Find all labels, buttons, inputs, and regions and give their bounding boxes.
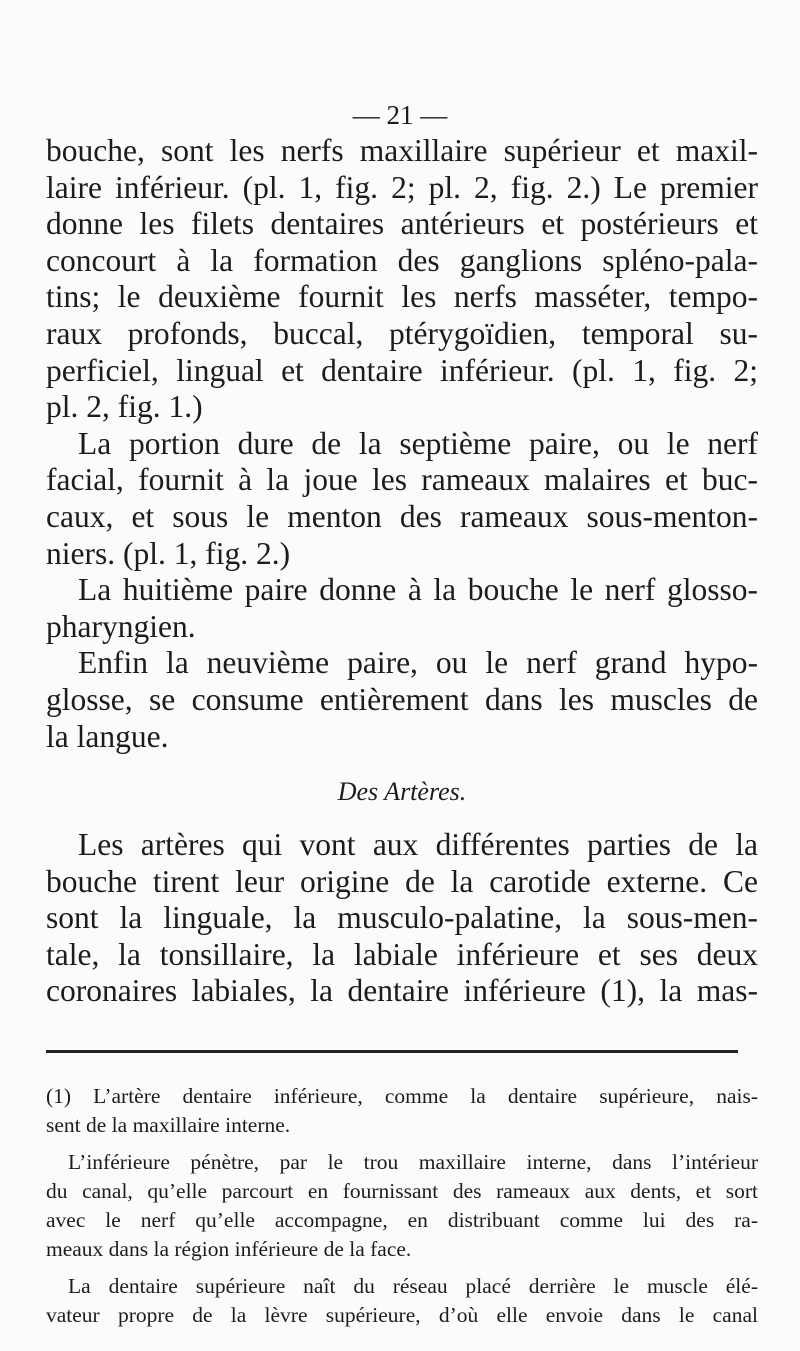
text-line: laire inférieur. (pl. 1, fig. 2; pl. 2, fig. 2.) Le premier <box>46 169 758 205</box>
text-line: pharyngien. <box>46 608 196 644</box>
footnote-line: avec le nerf qu’elle accompagne, en distribuant comme lui des ra- <box>46 1208 758 1232</box>
text-line: concourt à la formation des ganglions spléno-pala- <box>46 242 758 278</box>
footnote-line: sent de la maxillaire interne. <box>46 1113 291 1137</box>
footnote-line: La dentaire supérieure naît du réseau placé derrière le muscle élé- <box>68 1274 758 1298</box>
text-line: perficiel, lingual et dentaire inférieur. (pl. 1, fig. 2; <box>46 352 758 388</box>
text-line: tale, la tonsillaire, la labiale inférieure et ses deux <box>46 936 758 972</box>
section-heading: Des Artères. <box>337 777 467 807</box>
text-line: Les artères qui vont aux différentes parties de la <box>78 827 758 863</box>
main-text <box>46 133 758 1010</box>
text-line: coronaires labiales, la dentaire inférieure (1), la mas- <box>46 973 758 1009</box>
footnote-line: meaux dans la région inférieure de la face. <box>46 1237 412 1261</box>
footnote-divider <box>46 1050 738 1053</box>
text-line: La huitième paire donne à la bouche le nerf glosso- <box>78 572 758 608</box>
footnote-line: du canal, qu’elle parcourt en fournissant des rameaux aux dents, et sort <box>46 1179 758 1203</box>
text-line: Enfin la neuvième paire, ou le nerf grand hypo- <box>78 645 758 681</box>
page-number: — 21 — <box>352 100 448 130</box>
text-line: caux, et sous le menton des rameaux sous-menton- <box>46 498 758 534</box>
text-line: glosse, se consume entièrement dans les muscles de <box>46 681 758 717</box>
text-line: la langue. <box>46 718 169 754</box>
text-line: pl. 2, fig. 1.) <box>46 389 203 425</box>
text-line: niers. (pl. 1, fig. 2.) <box>46 535 291 571</box>
footnote-line: L’inférieure pénètre, par le trou maxillaire interne, dans l’intérieur <box>68 1150 758 1174</box>
text-line: bouche, sont les nerfs maxillaire supérieur et maxil- <box>46 133 758 168</box>
text-line: tins; le deuxième fournit les nerfs masséter, tempo- <box>46 279 758 315</box>
footnotes <box>46 1082 758 1330</box>
text-line: bouche tirent leur origine de la carotide externe. Ce <box>46 863 758 899</box>
text-line: La portion dure de la septième paire, ou le nerf <box>78 425 758 461</box>
text-line: donne les filets dentaires antérieurs et postérieurs et <box>46 206 758 242</box>
footnote-line: (1) L’artère dentaire inférieure, comme la dentaire supérieure, nais- <box>46 1084 758 1108</box>
text-line: raux profonds, buccal, ptérygoïdien, temporal su- <box>46 315 758 351</box>
text-line: facial, fournit à la joue les rameaux malaires et buc- <box>46 462 758 498</box>
footnote-line: vateur propre de la lèvre supérieure, d’où elle envoie dans le canal <box>46 1303 758 1327</box>
text-line: sont la linguale, la musculo-palatine, la sous-men- <box>46 900 758 936</box>
